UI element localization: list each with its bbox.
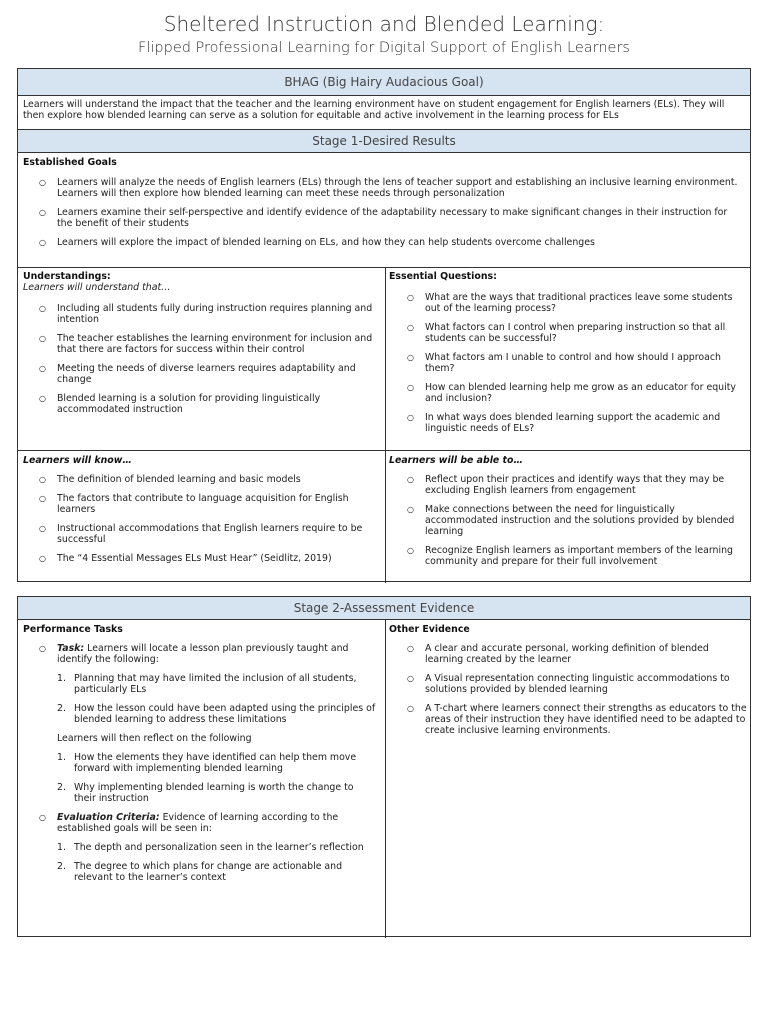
established-goals-label: Established Goals bbox=[23, 157, 117, 168]
task-text: Learners will locate a lesson plan previously taught and identify the following: bbox=[57, 643, 349, 665]
list-item: ○ Reflect upon their practices and identify ways that they may be excluding English learners from engagement bbox=[407, 474, 725, 496]
list-item: 2. The degree to which plans for change are actionable and relevant to the learner’s context bbox=[57, 861, 343, 883]
essential-questions-label: Essential Questions: bbox=[389, 271, 497, 282]
bullet-icon: ○ bbox=[407, 413, 414, 422]
divider bbox=[18, 450, 750, 451]
understandings-list bbox=[39, 303, 377, 423]
bullet-icon: ○ bbox=[407, 674, 414, 683]
performance-tasks-label: Performance Tasks bbox=[23, 624, 123, 635]
criteria-label: Evaluation Criteria: bbox=[57, 812, 160, 823]
list-item: 1. The depth and personalization seen in the learner’s reflection bbox=[57, 842, 364, 853]
stage2-panel bbox=[17, 596, 751, 937]
performance-tasks-list bbox=[39, 643, 377, 891]
list-item: ○ A Visual representation connecting linguistic accommodations to solutions provided by blended learning bbox=[407, 673, 730, 695]
list-item: ○ Learners will analyze the needs of English learners (ELs) through the lens of teacher support and establishing an inclusive learning environment. Learners will then explore how blended learning can meet these needs through personalization bbox=[39, 177, 738, 199]
stage2-header: Stage 2-Assessment Evidence bbox=[18, 597, 750, 620]
list-item: ○ The factors that contribute to language acquisition for English learners bbox=[39, 493, 349, 515]
bullet-icon: ○ bbox=[39, 394, 46, 403]
bullet-icon: ○ bbox=[407, 644, 414, 653]
reflect-text: Learners will then reflect on the following bbox=[57, 733, 252, 744]
list-item: ○ The teacher establishes the learning environment for inclusion and that there are factors for success within their control bbox=[39, 333, 373, 355]
bullet-icon: ○ bbox=[39, 304, 46, 313]
bhag-text: Learners will understand the impact that the teacher and the learning environment have on student engagement for English learners (ELs). They will then explore how blended learning can serve as a solution for equitable and active involvement in the learning process for ELs bbox=[23, 99, 725, 121]
bullet-icon: ○ bbox=[407, 353, 414, 362]
bullet-icon: ○ bbox=[407, 505, 414, 514]
list-item: ○ Learners examine their self-perspective and identify evidence of the adaptability necessary to make significant changes in their instruction for the benefit of their students bbox=[39, 207, 728, 229]
bullet-icon: ○ bbox=[39, 238, 46, 247]
criteria-items bbox=[57, 842, 377, 883]
list-item: 1. Planning that may have limited the inclusion of all students, particularly ELs bbox=[57, 673, 357, 695]
list-item: 2. How the lesson could have been adapted using the principles of blended learning to address these limitations bbox=[57, 703, 376, 725]
document-title: Sheltered Instruction and Blended Learning: bbox=[163, 12, 605, 36]
task-items bbox=[57, 673, 377, 725]
bullet-icon: ○ bbox=[39, 208, 46, 217]
stage1-header: Stage 1-Desired Results bbox=[18, 130, 750, 153]
column-divider bbox=[385, 620, 386, 938]
bhag-header: BHAG (Big Hairy Audacious Goal) bbox=[18, 69, 750, 96]
bullet-icon: ○ bbox=[407, 475, 414, 484]
bullet-icon: ○ bbox=[39, 813, 46, 822]
other-evidence-list bbox=[407, 643, 747, 744]
list-item: ○ Make connections between the need for linguistically accommodated instruction and the solutions provided by blended learning bbox=[407, 504, 735, 537]
list-item bbox=[39, 643, 377, 804]
list-item: ○ Recognize English learners as important members of the learning community and prepare for their full involvement bbox=[407, 545, 733, 567]
learners-able-label: Learners will be able to… bbox=[389, 455, 523, 466]
bullet-icon: ○ bbox=[39, 494, 46, 503]
document-subtitle: Flipped Professional Learning for Digital Support of English Learners bbox=[138, 40, 630, 56]
bullet-icon: ○ bbox=[39, 364, 46, 373]
list-item bbox=[39, 812, 377, 883]
understandings-label: Understandings: bbox=[23, 271, 111, 282]
bullet-icon: ○ bbox=[407, 546, 414, 555]
essential-questions-list bbox=[407, 292, 747, 442]
list-item: ○ How can blended learning help me grow as an educator for equity and inclusion? bbox=[407, 382, 736, 404]
list-item: ○ What factors can I control when preparing instruction so that all students can be successful? bbox=[407, 322, 726, 344]
bullet-icon: ○ bbox=[39, 475, 46, 484]
list-item: 2. Why implementing blended learning is worth the change to their instruction bbox=[57, 782, 354, 804]
understandings-sublabel: Learners will understand that… bbox=[23, 282, 171, 293]
bullet-icon: ○ bbox=[39, 334, 46, 343]
list-item: ○ Meeting the needs of diverse learners requires adaptability and change bbox=[39, 363, 356, 385]
bullet-icon: ○ bbox=[39, 644, 46, 653]
learners-able-list bbox=[407, 474, 747, 575]
criteria-text: Evidence of learning according to the established goals will be seen in: bbox=[57, 812, 339, 834]
list-item: ○ What are the ways that traditional practices leave some students out of the learning process? bbox=[407, 292, 733, 314]
list-item: ○ In what ways does blended learning support the academic and linguistic needs of ELs? bbox=[407, 412, 721, 434]
list-item: ○ The definition of blended learning and basic models bbox=[39, 474, 301, 485]
column-divider bbox=[385, 267, 386, 583]
task-label: Task: bbox=[57, 643, 85, 654]
list-item: ○ Instructional accommodations that English learners require to be successful bbox=[39, 523, 363, 545]
list-item: ○ What factors am I unable to control and how should I approach them? bbox=[407, 352, 721, 374]
list-item: ○ Blended learning is a solution for providing linguistically accommodated instruction bbox=[39, 393, 321, 415]
divider bbox=[18, 267, 750, 268]
bullet-icon: ○ bbox=[407, 293, 414, 302]
list-item: ○ A T-chart where learners connect their strengths as educators to the areas of their instruction they have identified need to be adapted to create inclusive learning environments. bbox=[407, 703, 747, 736]
established-goals-list bbox=[39, 177, 745, 256]
bullet-icon: ○ bbox=[39, 524, 46, 533]
learners-know-list bbox=[39, 474, 377, 572]
list-item: ○ A clear and accurate personal, working definition of blended learning created by the learner bbox=[407, 643, 709, 665]
bullet-icon: ○ bbox=[39, 554, 46, 563]
bullet-icon: ○ bbox=[407, 704, 414, 713]
list-item: 1. How the elements they have identified can help them move forward with implementing blended learning bbox=[57, 752, 357, 774]
learners-know-label: Learners will know… bbox=[23, 455, 132, 466]
bullet-icon: ○ bbox=[407, 323, 414, 332]
list-item: ○ The “4 Essential Messages ELs Must Hear” (Seidlitz, 2019) bbox=[39, 553, 332, 564]
bullet-icon: ○ bbox=[407, 383, 414, 392]
list-item: ○ Including all students fully during instruction requires planning and intention bbox=[39, 303, 373, 325]
list-item: ○ Learners will explore the impact of blended learning on ELs, and how they can help students overcome challenges bbox=[39, 237, 595, 248]
bullet-icon: ○ bbox=[39, 178, 46, 187]
reflect-items bbox=[57, 752, 377, 804]
stage1-panel bbox=[17, 68, 751, 582]
other-evidence-label: Other Evidence bbox=[389, 624, 470, 635]
